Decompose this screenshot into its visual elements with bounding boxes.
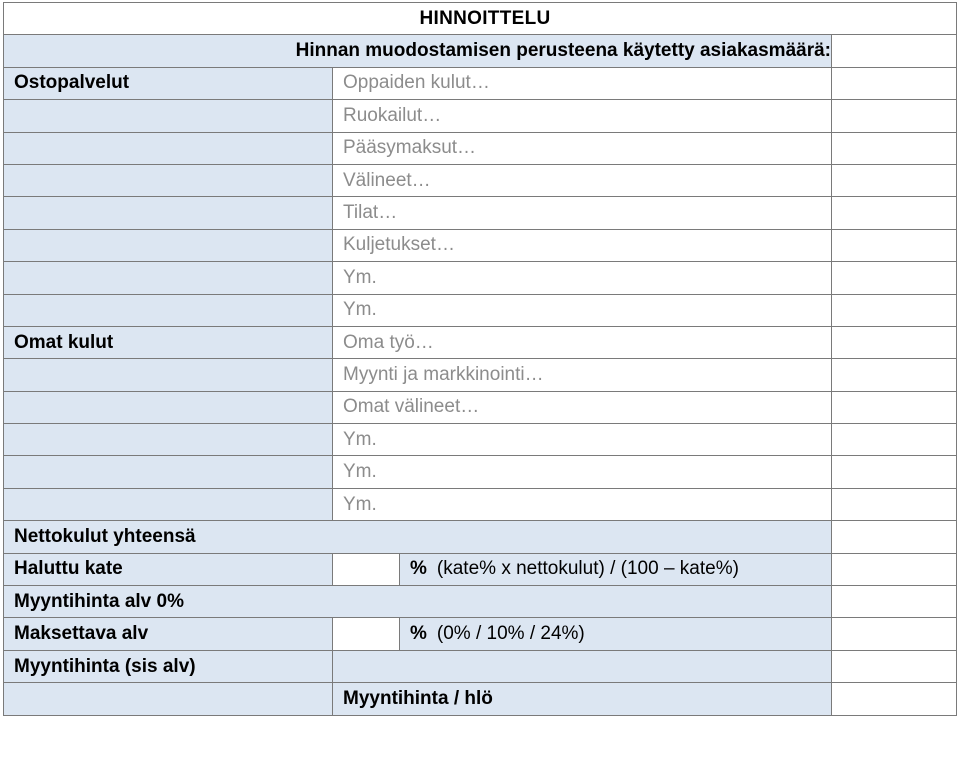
cost-item-placeholder[interactable]: Myynti ja markkinointi… <box>333 359 832 391</box>
nettokulut-value-cell[interactable] <box>832 521 957 553</box>
myyntihinta-sis-alv-row <box>4 650 957 682</box>
label-column-blank <box>4 456 333 488</box>
cost-item-placeholder[interactable]: Oma työ… <box>333 326 832 358</box>
cost-value-cell[interactable] <box>832 229 957 261</box>
myyntihinta-sis-alv-value-cell[interactable] <box>832 650 957 682</box>
myyntihinta-hlo-value-cell[interactable] <box>832 683 957 715</box>
cost-value-cell[interactable] <box>832 197 957 229</box>
nettokulut-row <box>4 521 957 553</box>
blank-cell <box>4 683 333 715</box>
myyntihinta-alv0-value-cell[interactable] <box>832 586 957 618</box>
label-column-blank <box>4 359 333 391</box>
ostopalvelut-row-2 <box>4 100 957 132</box>
cost-value-cell[interactable] <box>832 100 957 132</box>
label-column-blank <box>4 294 333 326</box>
myyntihinta-alv0-row <box>4 586 957 618</box>
myyntihinta-hlo-label: Myyntihinta / hlö <box>333 683 832 715</box>
cost-value-cell[interactable] <box>832 359 957 391</box>
myyntihinta-hlo-row <box>4 683 957 715</box>
cost-item-placeholder[interactable]: Omat välineet… <box>333 391 832 423</box>
cost-item-placeholder[interactable]: Kuljetukset… <box>333 229 832 261</box>
cost-value-cell[interactable] <box>832 488 957 520</box>
cost-item-placeholder[interactable]: Ym. <box>333 488 832 520</box>
alv-percent-sign: % <box>410 623 427 645</box>
customer-count-value-cell[interactable] <box>832 35 957 67</box>
omat-kulut-row-2 <box>4 359 957 391</box>
label-column-blank <box>4 100 333 132</box>
maksettava-alv-row <box>4 618 957 650</box>
haluttu-kate-label: Haluttu kate <box>4 553 333 585</box>
cost-value-cell[interactable] <box>832 424 957 456</box>
omat-kulut-row-4 <box>4 424 957 456</box>
alv-percent-input[interactable] <box>333 618 400 650</box>
myyntihinta-sis-alv-label: Myyntihinta (sis alv) <box>4 650 333 682</box>
cost-item-placeholder[interactable]: Ym. <box>333 456 832 488</box>
myyntihinta-alv0-label: Myyntihinta alv 0% <box>4 586 832 618</box>
kate-formula-text: (kate% x nettokulut) / (100 – kate%) <box>436 558 739 580</box>
cost-value-cell[interactable] <box>832 132 957 164</box>
kate-formula <box>400 553 832 585</box>
ostopalvelut-row-4 <box>4 164 957 196</box>
ostopalvelut-row-1 <box>4 67 957 99</box>
label-column-blank <box>4 164 333 196</box>
ostopalvelut-row-8 <box>4 294 957 326</box>
ostopalvelut-row-5 <box>4 197 957 229</box>
cost-item-placeholder[interactable]: Ruokailut… <box>333 100 832 132</box>
omat-kulut-row-1 <box>4 326 957 358</box>
label-column-blank <box>4 132 333 164</box>
omat-kulut-label: Omat kulut <box>4 326 333 358</box>
haluttu-kate-row <box>4 553 957 585</box>
alv-value-cell[interactable] <box>832 618 957 650</box>
cost-value-cell[interactable] <box>832 456 957 488</box>
omat-kulut-row-3 <box>4 391 957 423</box>
cost-item-placeholder[interactable]: Välineet… <box>333 164 832 196</box>
ostopalvelut-label: Ostopalvelut <box>4 67 333 99</box>
subtitle-row <box>4 35 957 67</box>
cost-item-placeholder[interactable]: Tilat… <box>333 197 832 229</box>
cost-value-cell[interactable] <box>832 326 957 358</box>
ostopalvelut-row-7 <box>4 262 957 294</box>
cost-value-cell[interactable] <box>832 164 957 196</box>
cost-value-cell[interactable] <box>832 262 957 294</box>
omat-kulut-row-6 <box>4 488 957 520</box>
nettokulut-label: Nettokulut yhteensä <box>4 521 832 553</box>
ostopalvelut-row-3 <box>4 132 957 164</box>
cost-item-placeholder[interactable]: Pääsymaksut… <box>333 132 832 164</box>
label-column-blank <box>4 488 333 520</box>
title-row <box>4 3 957 35</box>
ostopalvelut-row-6 <box>4 229 957 261</box>
customer-count-label: Hinnan muodostamisen perusteena käytetty asiakasmäärä: <box>4 35 832 67</box>
omat-kulut-row-5 <box>4 456 957 488</box>
pricing-table <box>3 2 957 716</box>
kate-value-cell[interactable] <box>832 553 957 585</box>
cost-value-cell[interactable] <box>832 67 957 99</box>
label-column-blank <box>4 262 333 294</box>
blank-cell <box>333 650 832 682</box>
label-column-blank <box>4 391 333 423</box>
alv-options <box>400 618 832 650</box>
kate-percent-sign: % <box>410 558 427 580</box>
cost-item-placeholder[interactable]: Oppaiden kulut… <box>333 67 832 99</box>
kate-percent-input[interactable] <box>333 553 400 585</box>
maksettava-alv-label: Maksettava alv <box>4 618 333 650</box>
label-column-blank <box>4 197 333 229</box>
cost-value-cell[interactable] <box>832 294 957 326</box>
cost-value-cell[interactable] <box>832 391 957 423</box>
cost-item-placeholder[interactable]: Ym. <box>333 294 832 326</box>
label-column-blank <box>4 424 333 456</box>
alv-options-text: (0% / 10% / 24%) <box>436 623 585 645</box>
cost-item-placeholder[interactable]: Ym. <box>333 424 832 456</box>
cost-item-placeholder[interactable]: Ym. <box>333 262 832 294</box>
label-column-blank <box>4 229 333 261</box>
form-title: HINNOITTELU <box>4 3 957 35</box>
